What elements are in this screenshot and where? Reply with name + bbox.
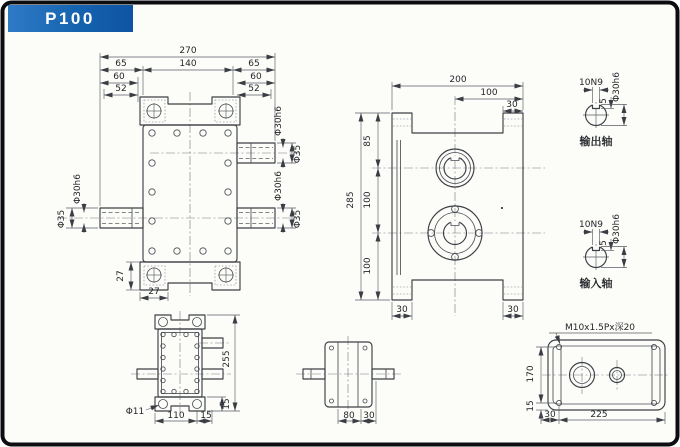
- dim-100-mid: 100: [363, 191, 373, 209]
- dim-27-vertical: 27: [116, 270, 126, 282]
- dim-30: 30: [363, 411, 375, 421]
- dim-d35-right-lower: Φ35: [293, 209, 303, 229]
- dim-52-right: 52: [248, 84, 260, 94]
- output-shaft-label: 输出轴: [579, 135, 613, 148]
- dim-65-right: 65: [248, 59, 260, 69]
- dim-30-foot-right: 30: [507, 305, 519, 315]
- dim-65-left: 65: [115, 59, 127, 69]
- dim-52-left: 52: [115, 84, 127, 94]
- dim-d30h6-input: Φ30h6: [612, 214, 622, 244]
- dim-140: 140: [179, 59, 197, 69]
- dim-d30h6-output: Φ30h6: [612, 72, 622, 102]
- dim-255: 255: [222, 350, 232, 368]
- dim-60-left: 60: [113, 72, 125, 82]
- dim-225: 225: [590, 410, 608, 420]
- dim-keyway-depth-input: 5: [599, 240, 609, 246]
- dim-60-right: 60: [250, 72, 262, 82]
- dim-phi11: Φ11: [125, 407, 145, 417]
- dim-30-bottom: 30: [544, 410, 556, 420]
- input-shaft-label: 输入轴: [579, 277, 613, 290]
- dim-15: 15: [200, 411, 212, 421]
- dim-27-horizontal: 27: [148, 287, 160, 297]
- dim-85: 85: [363, 135, 373, 147]
- dim-270: 270: [179, 46, 197, 56]
- scan-speck: [501, 207, 503, 209]
- dim-d30h6-left: Φ30h6: [73, 174, 83, 204]
- dim-100-bottom: 100: [363, 257, 373, 275]
- dim-30-top: 30: [506, 100, 518, 110]
- dim-100-top: 100: [480, 88, 498, 98]
- dim-110: 110: [167, 411, 185, 421]
- dim-flange-15: 15: [222, 398, 232, 410]
- thread-callout: M10x1.5Px深20: [564, 323, 636, 333]
- dim-keyway-10N9-input: 10N9: [579, 220, 603, 230]
- dim-d35-left: Φ35: [57, 209, 67, 229]
- dim-keyway-10N9-output: 10N9: [579, 78, 603, 88]
- dim-170: 170: [526, 365, 536, 383]
- dim-d35-right-upper: Φ35: [293, 144, 303, 164]
- dim-d30h6-right-lower: Φ30h6: [274, 171, 284, 201]
- dim-15-bottom: 15: [526, 400, 536, 412]
- dim-keyway-depth-output: 5: [599, 98, 609, 104]
- dim-80: 80: [343, 411, 355, 421]
- dim-285: 285: [346, 191, 356, 209]
- dim-d30h6-right-upper: Φ30h6: [274, 106, 284, 136]
- title-banner: [8, 5, 133, 32]
- dim-30-foot-left: 30: [396, 305, 408, 315]
- dim-200: 200: [449, 75, 467, 85]
- model-title: P100: [45, 9, 95, 28]
